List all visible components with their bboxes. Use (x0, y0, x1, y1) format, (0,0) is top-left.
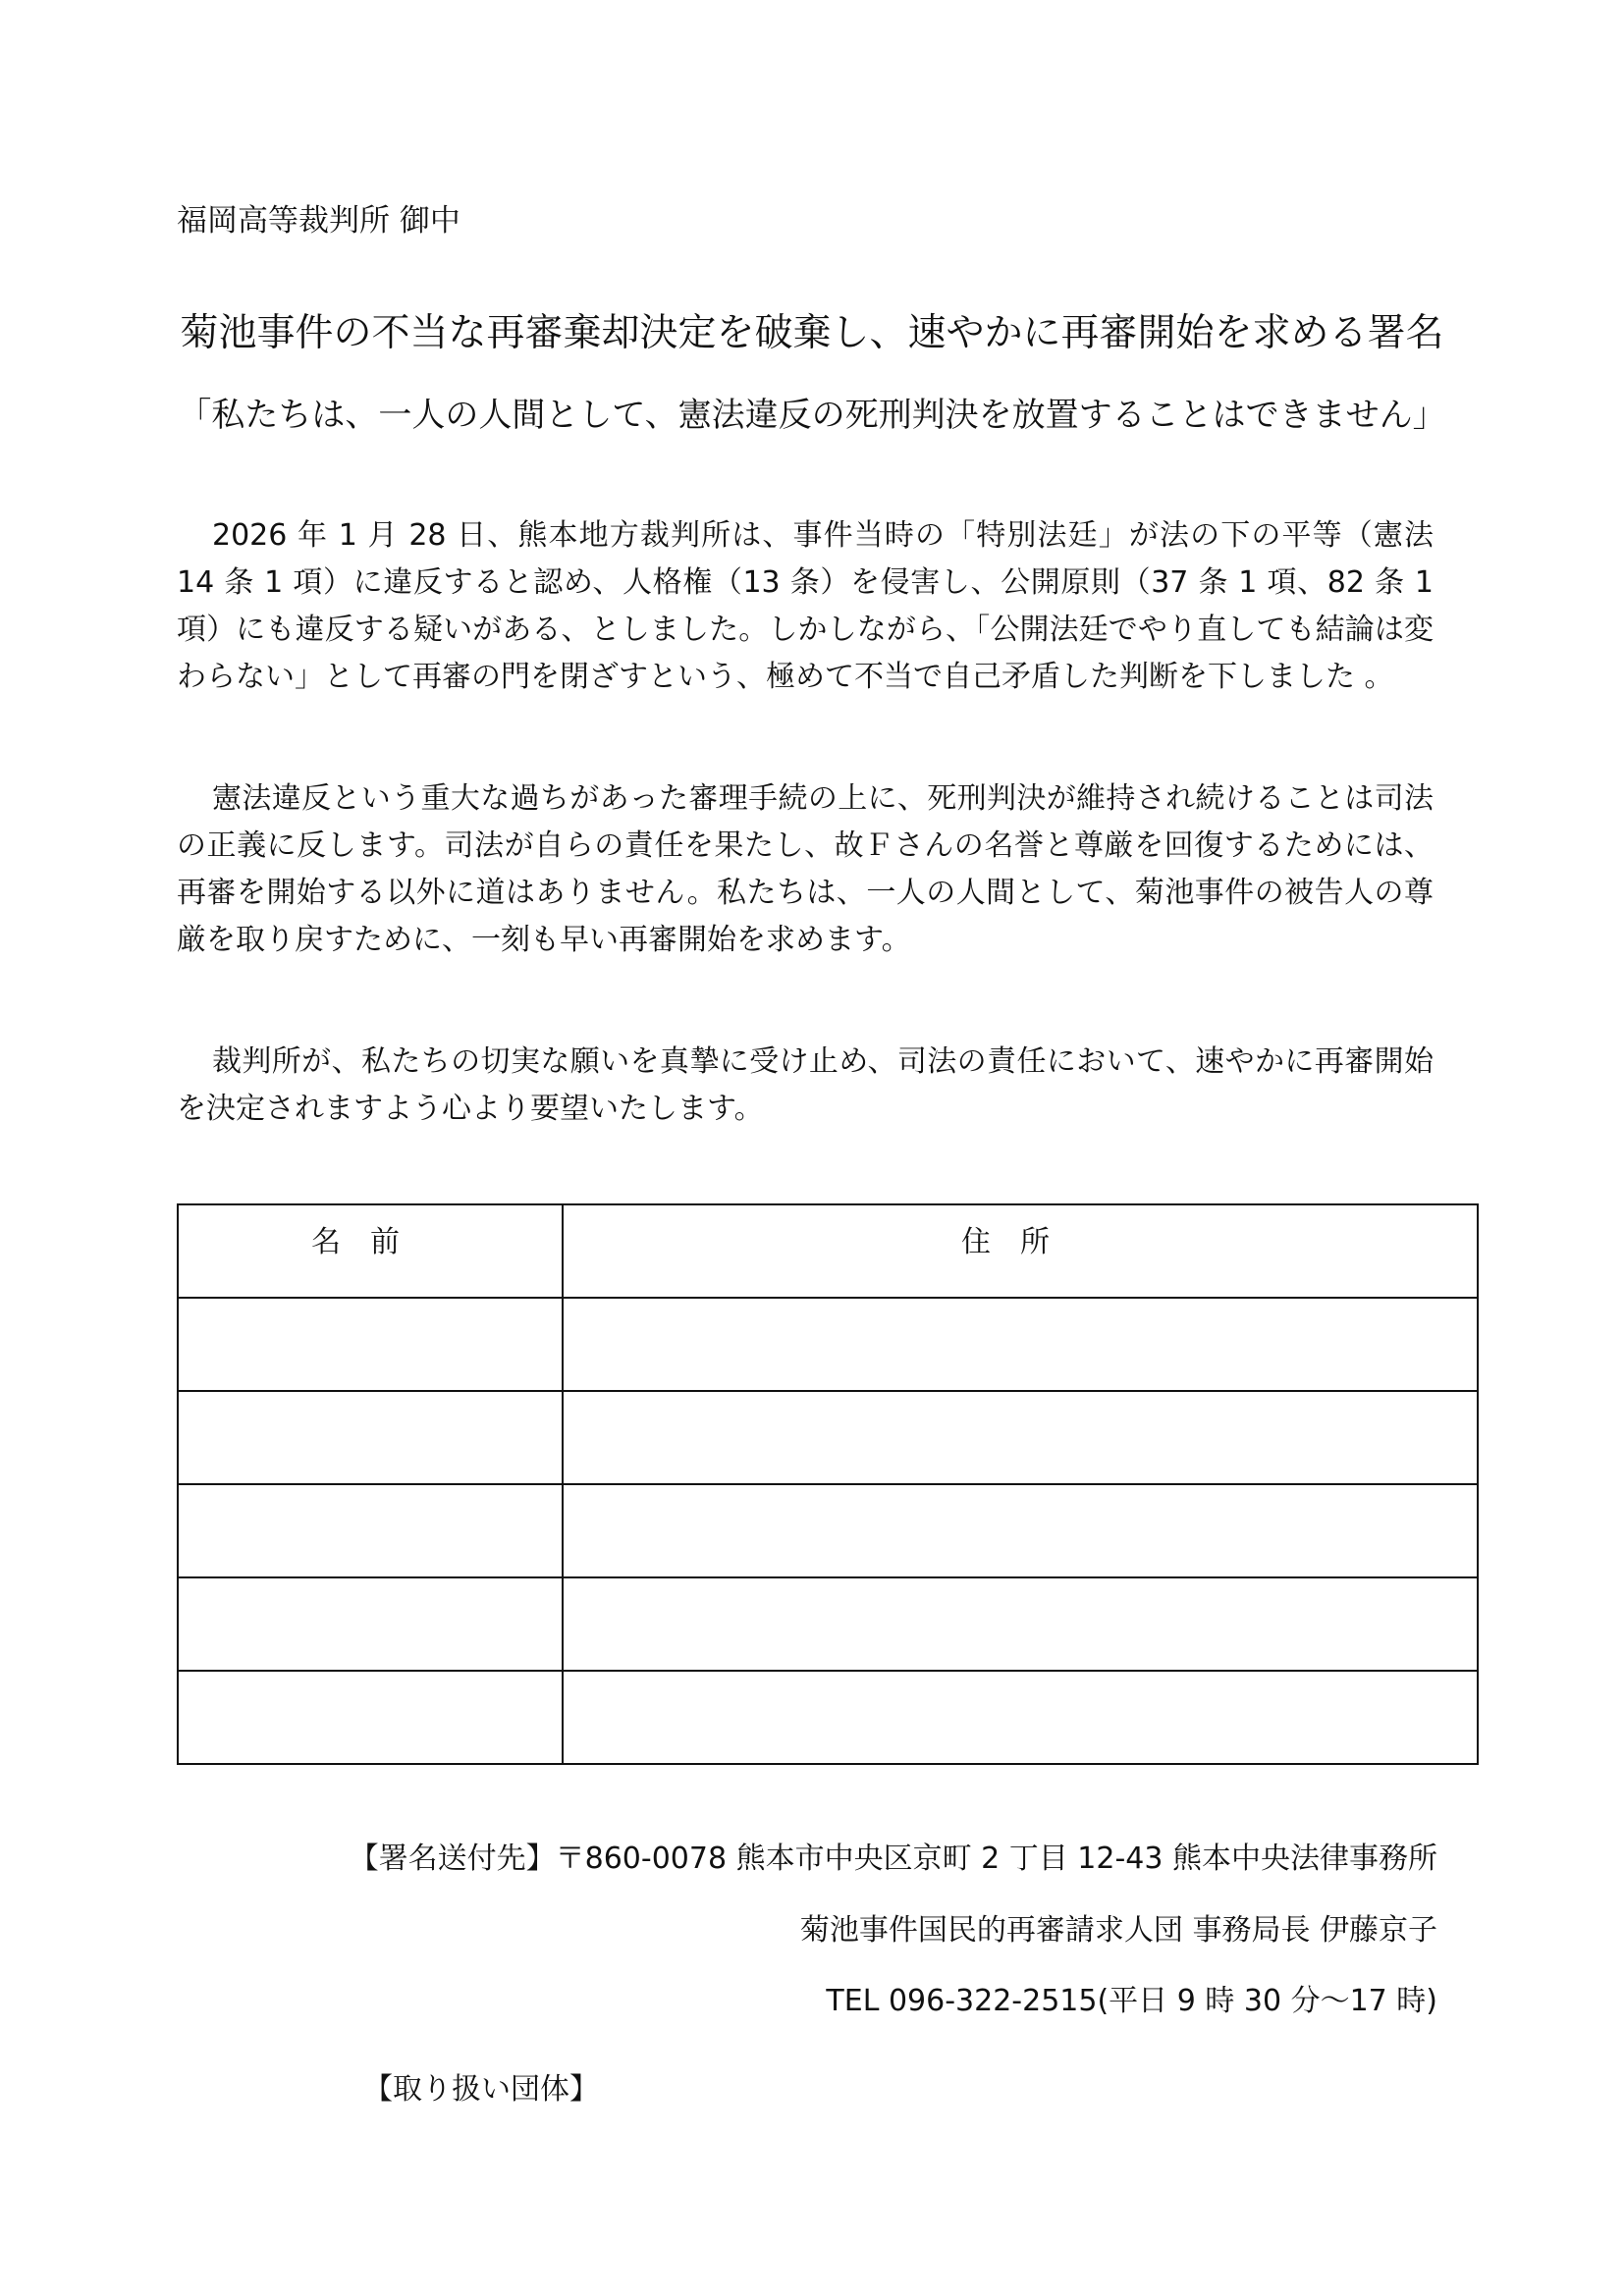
table-row (178, 1391, 1478, 1484)
table-row (178, 1298, 1478, 1391)
table-row (178, 1577, 1478, 1671)
address-cell[interactable] (563, 1671, 1478, 1764)
body-paragraph: 憲法違反という重大な過ちがあった審理手続の上に、死刑判決が維持され続けることは司法の正義に反します。司法が自らの責任を果たし、故Ｆさんの名誉と尊厳を回復するためには、再審を開始する以外に道はありません。私たちは、一人の人間として、菊池事件の被告人の尊厳を取り戻すために、一刻も早い再審開始を求めます。 (177, 781, 1434, 957)
address-cell[interactable] (563, 1391, 1478, 1484)
organization-contact: 菊池事件国民的再審請求人団 事務局長 伊藤京子 (799, 1913, 1437, 1948)
body-paragraph: 裁判所が、私たちの切実な願いを真摯に受け止め、司法の責任において、速やかに再審開始を決定されますよう心より要望いたします。 (177, 1044, 1434, 1126)
table-header-row (178, 1204, 1478, 1298)
table-row (178, 1484, 1478, 1577)
name-cell[interactable] (178, 1577, 563, 1671)
name-cell[interactable] (178, 1671, 563, 1764)
name-cell[interactable] (178, 1298, 563, 1391)
address-cell[interactable] (563, 1298, 1478, 1391)
name-cell[interactable] (178, 1391, 563, 1484)
name-cell[interactable] (178, 1484, 563, 1577)
handling-organization-label: 【取り扱い団体】 (363, 2072, 599, 2107)
address-cell[interactable] (563, 1484, 1478, 1577)
signature-table (177, 1203, 1479, 1765)
body-paragraph: 2026 年 1 月 28 日、熊本地方裁判所は、事件当時の「特別法廷」が法の下の平等（憲法 14 条 1 項）に違反すると認め、人格権（13 条）を侵害し、公開原則（37 条 1 項、82 条 1 項）にも違反する疑いがある、としました。しかしながら、「公開法廷でやり直しても結論は変わらない」として再審の門を閉ざすという、極めて不当で自己矛盾した判断を下しました 。 (177, 518, 1434, 694)
page-title: 菊池事件の不当な再審棄却決定を破棄し、速やかに再審開始を求める署名 (180, 311, 1444, 355)
table-row (178, 1671, 1478, 1764)
send-to-address: 【署名送付先】〒860-0078 熊本市中央区京町 2 丁目 12-43 熊本中央法律事務所 (349, 1842, 1437, 1876)
address-column-header: 住所 (563, 1204, 1478, 1298)
page-subtitle: 「私たちは、一人の人間として、憲法違反の死刑判決を放置することはできません」 (178, 396, 1446, 435)
name-column-header: 名前 (178, 1204, 563, 1298)
address-cell[interactable] (563, 1577, 1478, 1671)
telephone: TEL 096-322-2515(平日 9 時 30 分～17 時) (826, 1984, 1437, 2018)
addressee: 福岡高等裁判所 御中 (177, 203, 460, 239)
